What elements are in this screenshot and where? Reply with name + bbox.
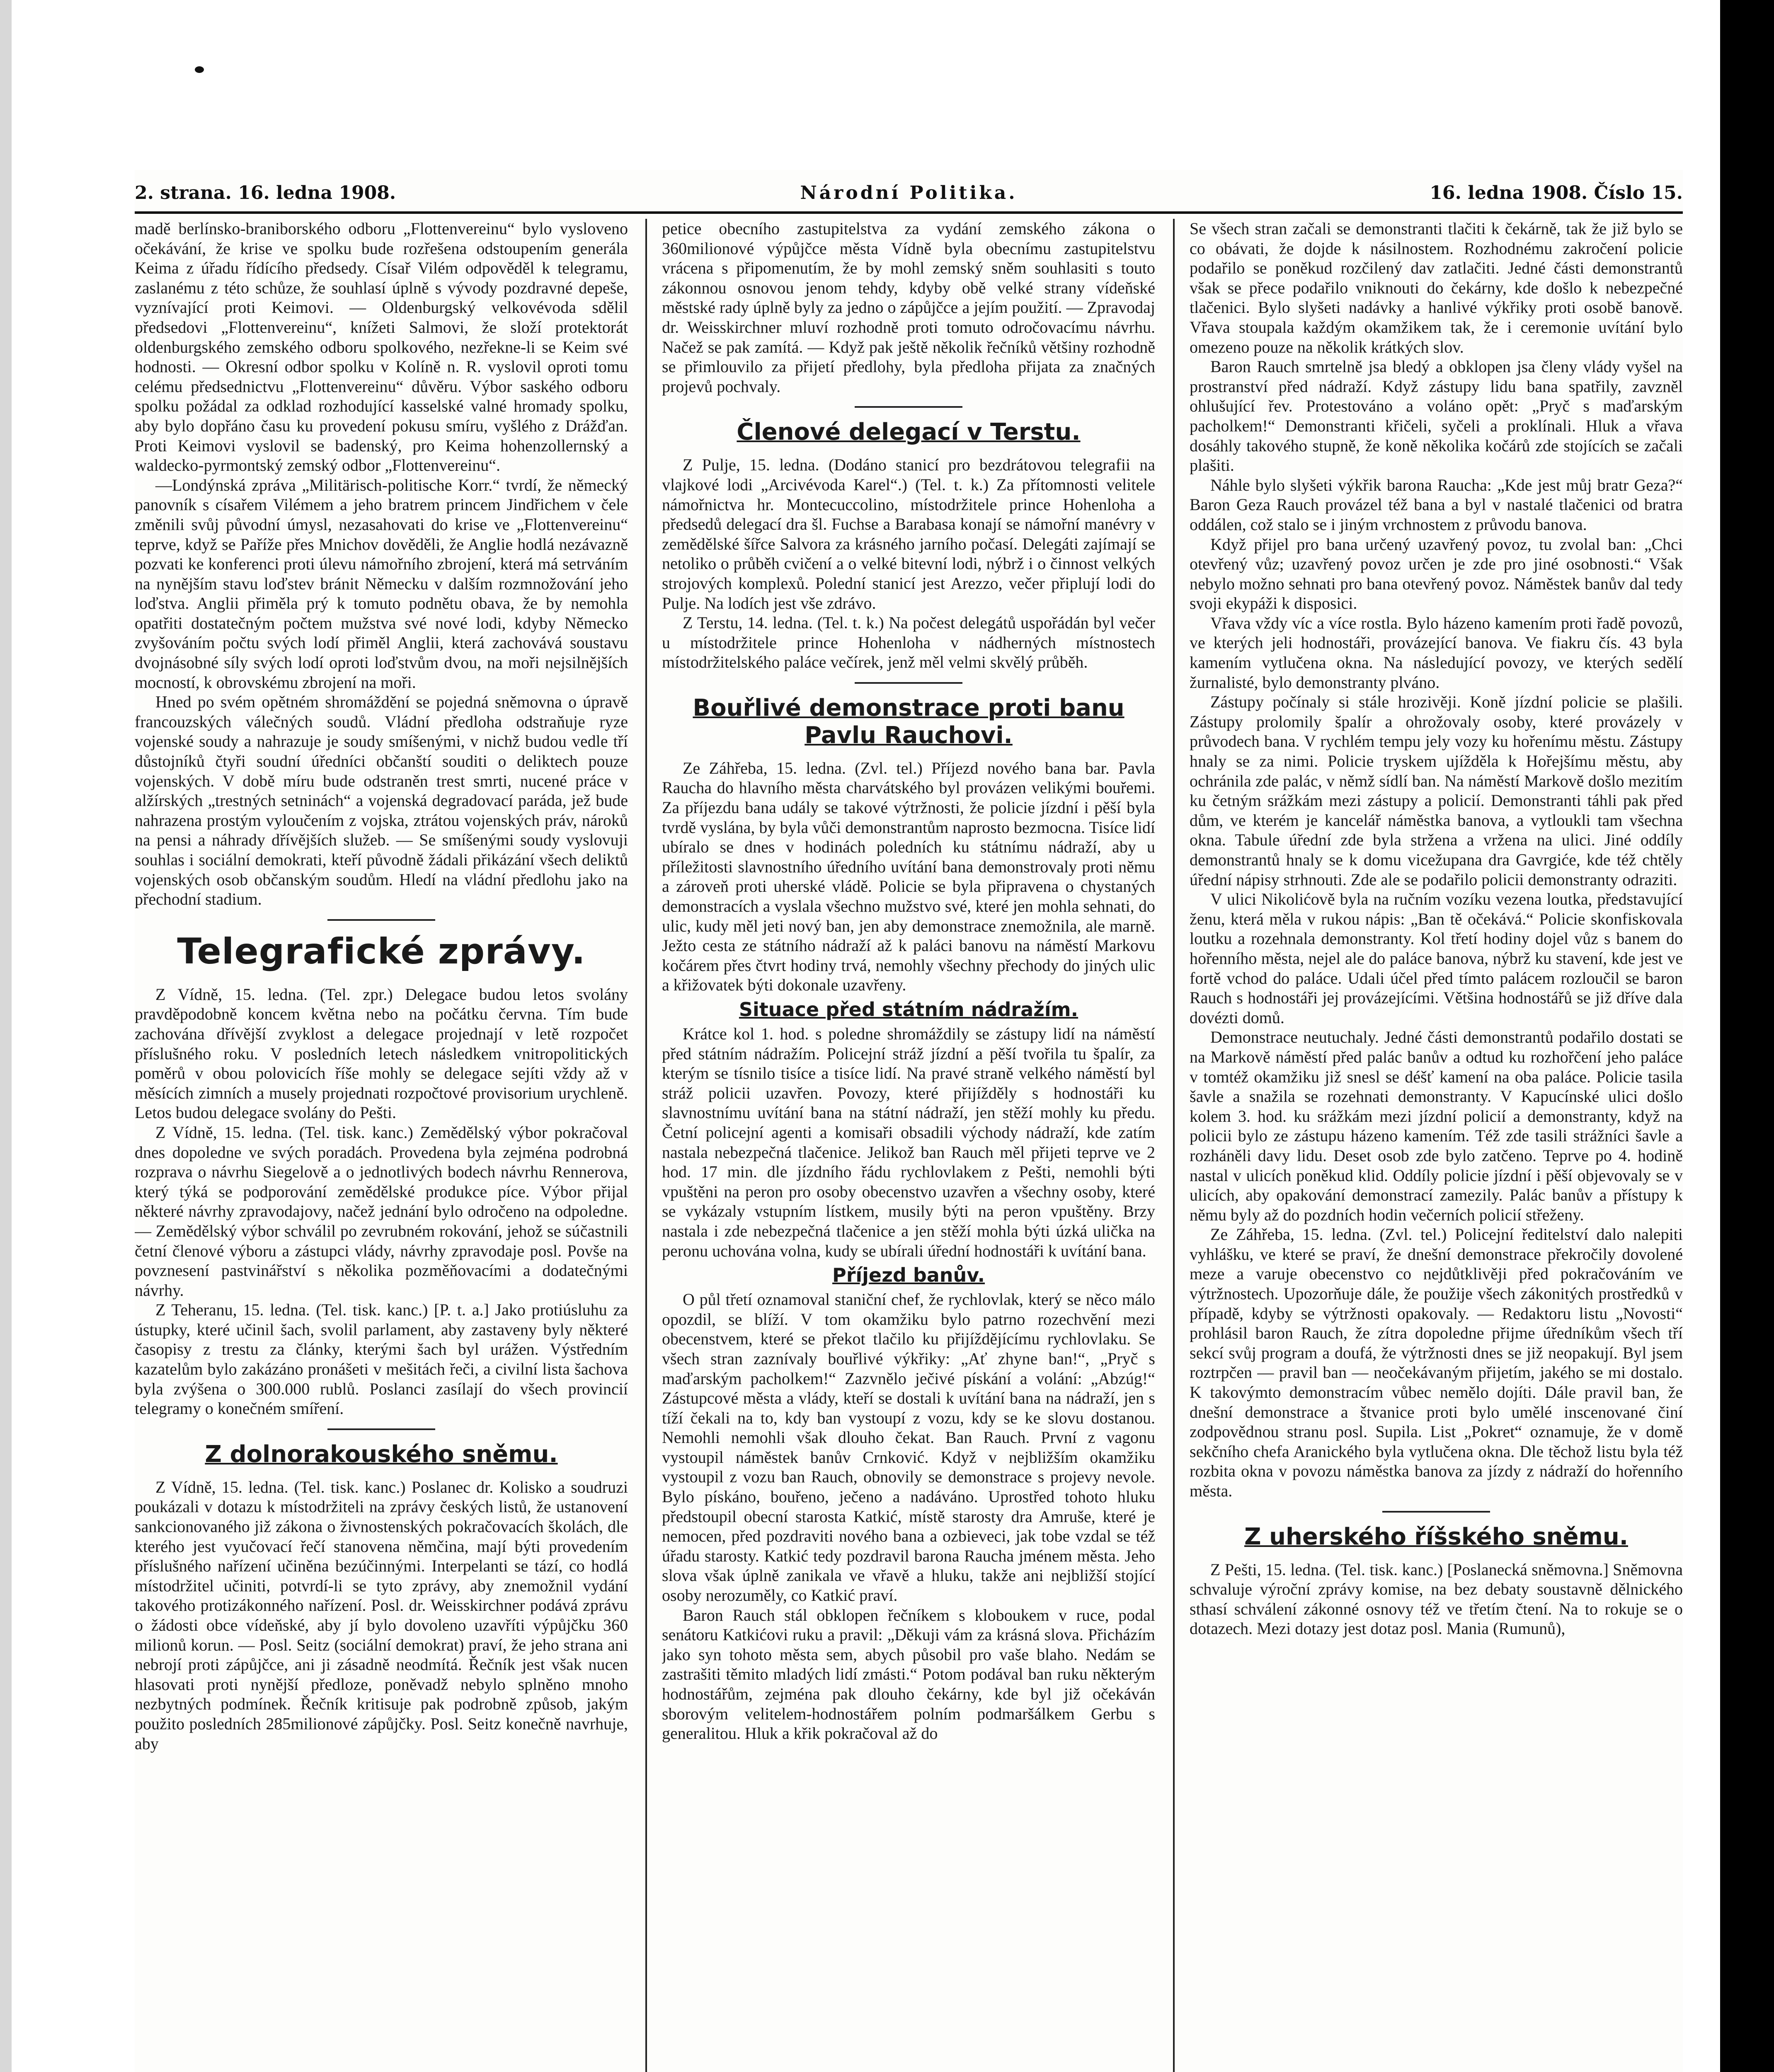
column-3 [1190,219,1683,2072]
article-paragraph: Se všech stran začali se demonstranti tlačiti k čekárně, tak že již bylo se co obávati, že dojde k násilnostem. Rozhodnému zakročení policie podařilo se poněkud rozčilený dav zatlačiti. Jedné části demonstrantů však se přece podařilo vniknouti do čekárny, kde došlo k nebezpečné tlačenici. Bylo slyšeti nadávky a hanlivé výkřiky proti osobě banově. Vřava stoupala každým okamžikem tak, že i ceremonie uvítání bylo omezeno pouze na několik krátkých slov. [1190,219,1683,356]
article-paragraph: V ulici Nikolićově byla na ručním vozíku vezena loutka, představující ženu, která měla v rukou nápis: „Ban tě očekává.“ Policie skonfiskovala loutku a rozehnala demonstranty. Kol třetí hodiny dojel vůz s banem do hořenního města, nejel ale do paláce banova, nýbrž ku stavení, kde jest ve fortě vchod do paláce. Udali účel před tímto palácem rozloučil se baron Rauch s hodnostáři jej provázejícími. Většina hodnostářů se již dříve dala dovézti domů. [1190,890,1683,1027]
header-left-date: 2. strana. 16. ledna 1908. [135,182,396,203]
article-paragraph: Ze Záhřeba, 15. ledna. (Zvl. tel.) Policejní ředitelství dalo nalepiti vyhlášku, ve které se praví, že dnešní demonstrace překročily dovolené meze a varuje obecenstvo co nejdůtklivěji před pokračováním ve výtržnostech. Upozorňuje dále, že použije všech zákonitých prostředků v případě, kdyby se výtržnosti opakovaly. — Redaktoru listu „Novosti“ prohlásil baron Rauch, že zítra dopoledne přijme úředníkům všech tří sekcí svůj program a doufá, že výtržnosti dnes se již neopakují. Byl jsem roztrpčen — pravil ban — neočekávaným přijetím, jakého se mi dostalo. K takovýmto demonstracím vůbec nemělo dojíti. Dále pravil ban, že dnešní demonstrace a štvanice proti bylo umělé inscenované činí zodpovědnou stranu posl. Supila. List „Pokret“ oznamuje, že v domě sekčního chefa Aranického byla vytlučena okna. Dle těchož listu byla též rozbita okna v povozu náměstka banova za jízdy z nádraží do hořenního města. [1190,1225,1683,1500]
section-heading: Bouřlivé demonstrace proti banu Pavlu Rauchovi. [693,694,1125,749]
header-divider [135,211,1683,214]
article-paragraph: Z Pešti, 15. ledna. (Tel. tisk. kanc.) [Poslanecká sněmovna.] Sněmovna schvaluje výroční zprávy komise, na bez debaty soustavně dělnického sthasí schválení zákonné osnovy též ve třetím čtení. Na to rokuje se o dotazech. Mezi dotazy jest dotaz posl. Mania (Rumunů), [1190,1560,1683,1638]
scan-speck [195,66,204,73]
article-paragraph: Ze Záhřeba, 15. ledna. (Zvl. tel.) Příjezd nového bana bar. Pavla Raucha do hlavního města charvátského byl provázen velikými bouřemi. Za příjezdu bana udály se takové výtržnosti, že policie jízdní i pěší byla tvrdě vyslána, by byla vůči demonstrantům naprosto bezmocna. Tisíce lidí ubíralo se dnes v hodinách poledních ku státnímu nádraží, aby u příležitosti slavnostního úředního uvítání bana demonstrovaly proti němu a zároveň proti uherské vládě. Policie se byla připravena o chystaných demonstracích a vyslala všechno mužstvo své, které jen mohla sehnati, do ulic, kudy měl jeti nový ban, jen aby demonstrace znemožnila, ale marně. Ježto cesta ze státního nádraží až k paláci banovu na náměstí Markovu kočárem přes čtvrt hodiny trvá, nemohly všechny přechody do jiných ulic a křižovatek býti dokonale uzavřeny. [662,758,1155,995]
column-divider [1173,219,1175,2072]
section-heading: Z dolnorakouského sněmu. [205,1440,558,1468]
article-paragraph: Vřava vždy víc a více rostla. Bylo házeno kamením proti řadě povozů, ve kterých jeli hodnostáři, provázející banova. Ve fiakru čís. 43 byla kamením vytlučena okna. Na následující povozy, ve kterých sedělí žurnalisté, bylo demonstranty plváno. [1190,613,1683,692]
article-paragraph: Z Pulje, 15. ledna. (Dodáno stanicí pro bezdrátovou telegrafii na vlajkové lodi „Arcivévoda Karel“.) (Tel. t. k.) Za přítomnosti velitele námořnictva hr. Montecuccolino, místodržitele prince Hohenloha a předsedů delegací dra šl. Fuchse a Barabasa konají se námořní manévry v zemědělské šířce Salvora za krásného jarního počasí. Delegáti zajímají se netoliko o průběh cvičení a o velké bitevní lodi, nýbrž i o činnost velkých strojových komplexů. Polední stanicí jest Arezzo, večer připlují lodi do Pulje. Na lodích jest vše zdrávo. [662,455,1155,612]
column-2 [662,219,1155,2072]
article-paragraph: Z Vídně, 15. ledna. (Tel. zpr.) Delegace budou letos svolány pravděpodobně koncem května nebo na počátku června. Tím bude zachována dřívější zvyklost a delegace projednají v letě rozpočet příslušného roku. V posledních letech následkem vnitropolitických poměrů v obou polovicích říše mohly se delegace sejíti vždy až v měsících zimních a musely projednati rozpočtové provisorium urychleně. Letos budou delegace svolány do Pešti. [135,985,628,1122]
article-paragraph: Krátce kol 1. hod. s poledne shromáždily se zástupy lidí na náměstí před státním nádražím. Policejní stráž jízdní a pěší tvořila tu špalír, za kterým se tísnilo tisíce a tisíce lidí. Na pravé straně velkého náměstí byl stráž policii uzavřen. Povozy, které přijížděly s hodnostáři ku slavnostnímu uvítání bana na státní nádraží, jen stěží mohly ku předu. Četní policejní agenti a komisaři obsadili východy nádraží, kde zatím nastala nebezpečná tlačenice. Jelikož ban Rauch měl přijeti teprve ve 2 hod. 17 min. dle jízdního řádu rychlovlakem z Pešti, nemohli býti vpuštěni na peron pro osoby obecenstvo uzavřen a všechny osoby, které se vykázaly vstupním lístkem, musily býti na peron vpuštěny. Brzy nastala i zde nebezpečná tlačenice a jen stěží mohla býti úzká ulička na peronu uchována volna, kudy se ubírali úřední hodnostáři k uvítání bana. [662,1024,1155,1260]
article-paragraph: madě berlínsko-braniborského odboru „Flottenvereinu“ bylo vysloveno očekávání, že krise ve spolku bude rozřešena odstoupením generála Keima z úřadu řídícího předsedy. Císař Vilém odpověděl k telegramu, zaslanému z této schůze, že souhlasí úplně s vývody pozdravné depeše, vyznívající proti Keimovi. — Oldenburgský velkovévoda sdělil předsedovi „Flottenvereinu“, knížeti Salmovi, že složí protektorát oldenburgského zemského odboru spolkového, nezřekne-li se Keim své hodnosti. — Okresní odbor spolku v Kolíně n. R. vyslovil oproti tomu celému předsednictvu „Flottenvereinu“ důvěru. Výbor saského odboru spolku požádal za odklad rozhodující kasselské valné hromady spolku, aby bylo dopřáno času ku provedení pokusu smíru, vyšlého z Drážďan. Proti Keimovi vyslovil se badenský, pro Keima hohenzollernský a waldecko-pyrmontský zemský odbor „Flottenvereinu“. [135,219,628,475]
article-paragraph: O půl třetí oznamoval staniční chef, že rychlovlak, který se něco málo opozdil, se blíží. V tom okamžiku bylo patrno rozechvění mezi obecenstvem, které se překot tlačilo ku přijíždějícímu rychlovlaku. Se všech stran zaznívaly bouřlivé výkřiky: „Ať zhyne ban!“, „Pryč s maďarským pacholkem!“ Zazvnělo ječivé pískání a volání: „Abzúg!“ Zástupcové města a vlády, kteří se dostali k uvítání bana na nádraží, jen s tíží čekali na to, kdy ban vystoupí z vozu, kdy se ke slovu dostanou. Nemohli nemohli však dlouho čekat. Ban Rauch. První z vagonu vystoupil náměstek banův Crnković. Když v nejbližším okamžiku vystoupil z vozu ban Rauch, obnovily se demonstrace s projevy nevole. Bylo pískáno, bouřeno, ječeno a nadáváno. Uprostřed tohoto hluku předstoupil obecní starosta Katkić, místě starosty dra Amruše, které je nemocen, před pozdraviti nového bana a ozbieveci, jak tobe vzdal se též úřadu starosty. Katkić tedy pozdravil barona Raucha jménem města. Jeho slova však úplně zanikala ve vřavě a hluku, takže ani nejbližší stojící osoby nerozuměly, co Katkić praví. [662,1290,1155,1605]
section-divider [855,682,962,684]
article-paragraph: Zástupy počínaly si stále hrozivěji. Koně jízdní policie se plašili. Zástupy prolomily špalír a ohrožovaly osoby, které provázely v průvodech bana. V rychlém tempu jely vozy ku hořenímu městu. Zástupy hnaly se za nimi. Policie tryskem ujížděla k Hořejšímu městu, aby ochránila zde palác, v němž sídlí ban. Na náměstí Markově došlo mezitím ku četným srážkám mezi zástupy a policií. Demonstranti táhli pak před dům, ve kterém je kancelář náměstka banova, a vytloukli tam všechna okna. Tabule úřední zde byla stržena a vržena na ulici. Jiné oddíly demonstrantů hnaly se k domu vicežupana dra Gavrgiće, kde též chtěly úřední nápisy strhnouti. Zde ale se podařilo policii demonstranty odraziti. [1190,692,1683,889]
article-paragraph: Z Teheranu, 15. ledna. (Tel. tisk. kanc.) [P. t. a.] Jako protiúsluhu za ústupky, které učinil šach, svolil parlament, aby zastaveny byly některé časopisy z trestu za články, kterými šach byl urážen. Výstředním kazatelům bylo zakázáno pronášeti v mešitách řeči, a civilní lista šachova byla zvýšena o 300.000 rublů. Poslanci zasílají do všech provincií telegramy o konečném smíření. [135,1300,628,1418]
section-heading: Z uherského říšského sněmu. [1244,1523,1629,1550]
article-paragraph: Z Vídně, 15. ledna. (Tel. tisk. kanc.) Zemědělský výbor pokračoval dnes dopoledne ve svých poradách. Provedena byla zejména podrobná rozprava o návrhu Siegelově a o jednotlivých bodech návrhu Rennerova, který týká se podporování zemědělské produkce píce. Výbor přijal některé návrhy zpravodajovy, načež jednání bylo odročeno na odpoledne. — Zemědělský výbor schválil po zevrubném rokování, jehož se súčastnili četní členové výboru a zástupci vlády, návrhy zpravodaje posl. Povše na povznesení pastvinářství s několika pozměňovacími a dodatečnými návrhy. [135,1123,628,1300]
section-divider [327,919,435,921]
page-header [135,182,1683,207]
column-1 [135,219,628,2072]
scan-black-border [1720,0,1774,2072]
article-paragraph: Z Terstu, 14. ledna. (Tel. t. k.) Na počest delegátů uspořádán byl večer u místodržitele prince Hohenloha v nádherných místnostech místodržitelského paláce večírek, jenž měl velmi skvělý průběh. [662,613,1155,672]
article-paragraph: Hned po svém opětném shromáždění se pojedná sněmovna o úpravě francouzských válečných soudů. Vládní předloha odstraňuje ryze vojenské soudy a nahrazuje je soudy smíšenými, v nichž budou vedle tří důstojníků čtyři soudní úředníci občanští souditi o deliktech pouze vojenských. V době míru bude odstraněn trest smrti, nucené práce v alžírských „trestných setninách“ a vojenská degradovací paráda, jež bude nahrazena prostým vyloučením z vojska, ztrátou vojenských práv, nároků na pensi a náhrady dřívějších služeb. — Se smíšenými soudy vyslovuji souhlas i sociální demokrati, kteří původně žádali přikázání všech deliktů vojenských osob občanským soudům. Hledí na vládní předlohu jako na přechodní stadium. [135,692,628,909]
header-right-issue: 16. ledna 1908. Číslo 15. [1430,182,1683,203]
section-divider [1382,1511,1490,1513]
article-paragraph: Baron Rauch stál obklopen řečníkem s kloboukem v ruce, podal senátoru Katkićovi ruku a pravil: „Děkuji vám za krásná slova. Přicházím jako syn tohoto města sem, abych působil pro vaše blaho. Nedám se zastrašiti těmito mladých lidí zmásti.“ Potom podával ban ruku některým hodnostářům, zejména pak dlouho čekárny, kde byl již očekáván sborovým velitelem-hodnostářem polním podmaršálkem Gerbu s generalitou. Hluk a křik pokračoval až do [662,1605,1155,1743]
article-paragraph: Z Vídně, 15. ledna. (Tel. tisk. kanc.) Poslanec dr. Kolisko a soudruzi poukázali v dotazu k místodržiteli na zprávy českých listů, že ustanovení sankcionovaného již zákona o živnostenských pokračovacích školách, dle kterého jest vyučovací řečí stanovena němčina, mají býti provedením příslušného nařízení učiněna bezúčinnými. Interpelanti se tází, co hodlá místodržitel učiniti, potvrdí-li se tyto zprávy, aby znemožnil vydání takového protizákonného nařízení. Posl. dr. Weisskirchner podává zprávu o žádosti obce vídeňské, aby jí bylo dovoleno uzavříti výpůjčku 360 milionů korun. — Posl. Seitz (sociální demokrat) praví, že jeho strana ani nebrojí proti zápůjčce, ani ji zásadně neodmítá. Řečník jest však nucen hlasovati proti nynější předloze, poněvadž nebylo splněno mnoho nezbytných podmínek. Řečník kritisuje pak podrobně způsob, jakým použito posledních 285milionové zápůjčky. Posl. Seitz konečně navrhuje, aby [135,1477,628,1753]
subsection-heading: Situace před státním nádražím. [739,998,1078,1021]
column-divider [645,219,647,2072]
article-paragraph: petice obecního zastupitelstva za vydání zemského zákona o 360milionové výpůjčce města Vídně byla obecnímu zastupitelstvu vrácena s připomenutím, že by mohl zemský sněm souhlasiti s touto zákonnou osnovou jenom tehdy, kdyby obě velké strany vídeňské městské rady úplně byly za jedno o zápůjčce a jejím použití. — Zpravodaj dr. Weisskirchner mluví rozhodně proti tomuto odročovacímu návrhu. Načež se pak zamítá. — Když pak ještě několik řečníků většiny rozhodně se přimlouvilo za přijetí předlohy, byla předloha přijata za značných projevů pochvaly. [662,219,1155,396]
article-paragraph: Když přijel pro bana určený uzavřený povoz, tu zvolal ban: „Chci otevřený vůz; uzavřený povoz určen je zde pro jiné osobnosti.“ Však nebylo možno sehnati pro bana otevřený povoz. Náměstek banův dal tedy svoji ekypáži k disposici. [1190,535,1683,613]
article-paragraph: Baron Rauch smrtelně jsa bledý a obklopen jsa členy vlády vyšel na prostranství před nádraží. Když zástupy lidu bana spatřily, zavzněl ohlušující řev. Protestováno a voláno opět: „Pryč s maďarským pacholkem!“ Demonstranti křičeli, syčeli a proklínali. Hluk a vřava dosáhly takového stupně, že koně několika kočárů zde stojících se začali plašiti. [1190,357,1683,475]
section-divider [327,1428,435,1430]
article-paragraph: Náhle bylo slyšeti výkřik barona Raucha: „Kde jest můj bratr Geza?“ Baron Geza Rauch provázel též bana a byl v nastalé tlačenici od bratra oddálen, což stalo se i jiným vrchnostem z průvodu banova. [1190,475,1683,534]
newspaper-page [135,170,1683,2072]
masthead-title: Národní Politika. [800,182,1018,203]
article-paragraph: —Londýnská zpráva „Militärisch-politische Korr.“ tvrdí, že německý panovník s císařem Vilémem a jeho bratrem princem Jindřichem v čele změnili svůj původní úmysl, nezasahovati do krise ve „Flottenvereinu“ teprve, když se Paříže přes Mnichov dověděli, že Anglie hodlá nezávazně pozvati ke konferenci proti úlevu námořního zbrojení, která má setrváním na nynějším stavu loďstev bránit Německu v dalším rozmnožování jeho loďstva. Anglii přiměla prý k tomuto podnětu obava, že by nemohla opatřiti dostatečným počtem mužstva své nové lodi, kdyby Německo zvyšováním počtu svých lodí přiměl Anglii, která zachovává soustavu dvojnásobné síly svých lodí oproti loďstvům dvou, na moři nejsilnějších mocností, k obrovskému zbrojení na moři. [135,475,628,692]
scan-left-edge [0,0,12,2072]
section-heading: Telegrafické zprávy. [177,930,586,972]
subsection-heading: Příjezd banův. [832,1264,985,1287]
article-paragraph: Demonstrace neutuchaly. Jedné části demonstrantů podařilo dostati se na Markově náměstí před palác banův a odtud ku rozhořčení jeho paláce v tomtéž okamžiku již snesl se déšť kamení na oba paláce. Policie tasila šavle a snažila se rozehnati demonstranty. V Kapucínské ulici došlo kolem 3. hod. ku srážkám mezi jízdní policií a demonstranty, když na policii bylo ze zástupu házeno kamením. Též zde tasili strážníci šavle a rozháněli davy lidu. Deset osob zde bylo zatčeno. Teprve po 4. hodině nastal v ulicích poněkud klid. Oddíly policie jízdní i pěší objevovaly se v ulicích, aby opakování demonstrací zamezily. Palác banův a přístupy k němu byly až do pozdních hodin večerních policií střeženy. [1190,1028,1683,1224]
section-divider [855,406,962,408]
section-heading: Členové delegací v Terstu. [737,419,1081,446]
